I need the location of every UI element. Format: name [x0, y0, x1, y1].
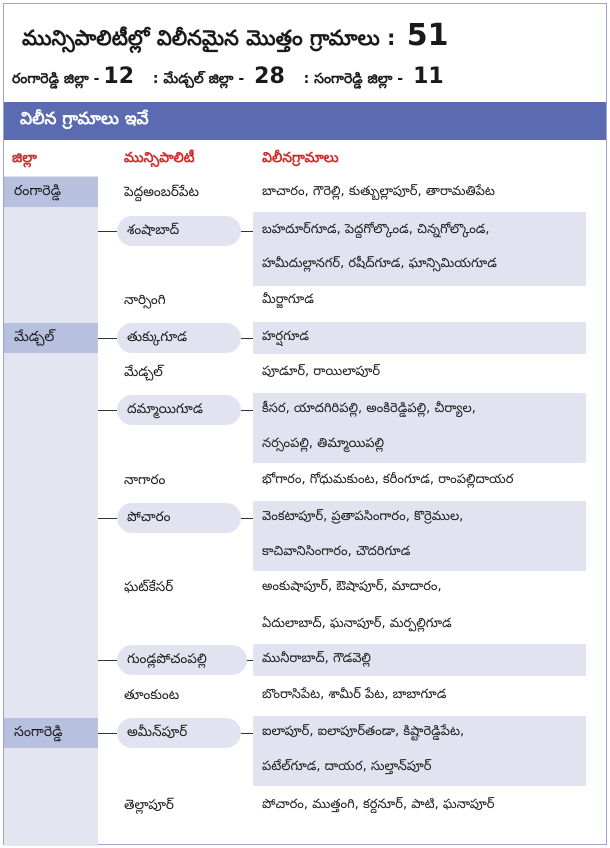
villages-line: హమీదుల్లానగర్, రషీద్‌గూడ, ఘాన్సిమియగూడ — [262, 256, 497, 271]
municipality-label: గుండ్లపోచంపల్లి — [127, 651, 207, 667]
villages-line: ఏదులాబాద్, ఘనాపూర్, మర్పల్లిగూడ — [262, 616, 452, 631]
municipality-narsingi: నార్సింగి — [124, 292, 166, 308]
villages-line: హర్షగూడ — [262, 329, 310, 344]
municipality-ghatkesar: ఘట్‌కేసర్ — [124, 579, 174, 595]
municipality-peddaamberpet: పెద్దఅంబర్‌పేట — [124, 184, 199, 200]
villages-line: బొంరాసిపేట, శామీర్ పేట, బాబాగూడ — [262, 687, 447, 702]
villages-line: బహదూర్‌గూడ, పెద్దగోల్కొండ, చిన్నగోల్కొండ, — [262, 222, 490, 237]
count-label-medchal: : మేడ్చల్ జిల్లా - — [152, 71, 245, 87]
municipality-thumkunta: తూంకుంట — [124, 687, 180, 703]
count-medchal: 28 — [254, 64, 285, 89]
municipality-label: అమీన్‌పూర్ — [127, 724, 188, 740]
page-title — [22, 18, 449, 56]
count-label-sangareddy: : సంగారెడ్డి జిల్లా - — [303, 71, 404, 87]
banner-text: విలీన గ్రామాలు ఇవే — [20, 109, 149, 129]
connector-line — [98, 518, 117, 519]
municipality-nagaram: నాగారం — [124, 472, 166, 488]
villages-line: కీసర, యాదగిరిపల్లి, అంకిరెడ్డిపల్లి, చీర్యాల, — [262, 401, 476, 416]
municipality-label: శంషాబాద్ — [127, 222, 180, 238]
villages-line: పూడూర్, రాయిలాపూర్ — [262, 364, 381, 379]
connector-line — [98, 338, 117, 339]
municipality-label: దమ్మాయిగూడ — [127, 401, 203, 417]
villages-line: మీర్జాగూడ — [262, 292, 314, 307]
municipality-pocharam — [117, 503, 241, 533]
villages-line: పోచారం, ముత్తంగి, కర్దనూర్, పాటి, ఘనాపూర్ — [262, 797, 495, 812]
district-rangareddy — [4, 177, 98, 207]
municipality-dammaiguda — [117, 395, 241, 425]
municipality-tukkuguda — [117, 323, 241, 353]
villages-line: కాచివానిసింగారం, చౌదరిగూడ — [262, 544, 411, 559]
municipality-label: తుక్కుగూడ — [127, 329, 188, 345]
connector-line — [98, 733, 117, 734]
villages-line: భోగారం, గోధుమకుంట, కరీంగూడ, రాంపల్లిదాయర — [262, 472, 514, 487]
villages-line: మునీరాబాద్, గౌడవెల్లి — [262, 651, 371, 666]
municipality-gundlapochampalli — [117, 645, 247, 675]
municipality-medchal: మేడ్చల్ — [124, 364, 163, 380]
district-sangareddy — [4, 718, 98, 748]
municipality-ameenpur — [117, 718, 241, 748]
district-counts — [12, 64, 448, 90]
district-label: సంగారెడ్డి — [14, 724, 63, 740]
villages-line: పటేల్‌గూడ, దాయర, సుల్తాన్‌పూర్ — [262, 759, 432, 774]
column-header-district: జిల్లా — [12, 150, 37, 166]
district-label: మేడ్చల్ — [14, 329, 55, 345]
district-medchal — [4, 323, 98, 353]
column-header-municipality: మున్సిపాలిటీ — [124, 150, 195, 166]
count-label-rangareddy: రంగారెడ్డి జిల్లా - — [12, 71, 100, 87]
section-banner — [4, 102, 606, 140]
municipality-label: పోచారం — [127, 509, 171, 525]
villages-line: ఐలాపూర్, ఐలాపూర్‌తండా, కిష్టారెడ్డిపేట, — [262, 724, 465, 739]
connector-line — [98, 231, 117, 232]
villages-line: వెంకటాపూర్, ప్రతాపసింగారం, కొర్రెముల, — [262, 509, 464, 524]
title-total: 51 — [406, 18, 449, 53]
villages-line: బాచారం, గౌరెల్లి, కుత్బుల్లాపూర్, తారామతిపేట — [262, 184, 495, 199]
column-header-villages: విలీనగ్రామాలు — [262, 150, 339, 166]
connector-line — [98, 660, 117, 661]
connector-line — [98, 410, 117, 411]
count-sangareddy: 11 — [413, 64, 444, 89]
district-label: రంగారెడ్డి — [14, 183, 61, 199]
villages-line: నర్సంపల్లి, తిమ్మాయిపల్లి — [262, 436, 385, 451]
municipality-tellapur: తెల్లాపూర్ — [124, 797, 174, 813]
villages-line: అంకుషాపూర్, ఔషాపూర్, మాదారం, — [262, 579, 442, 594]
title-text: మున్సిపాలిటీల్లో విలీనమైన మొత్తం గ్రామాలు : — [22, 26, 396, 50]
count-rangareddy: 12 — [103, 64, 135, 89]
municipality-shamshabad — [117, 216, 241, 246]
